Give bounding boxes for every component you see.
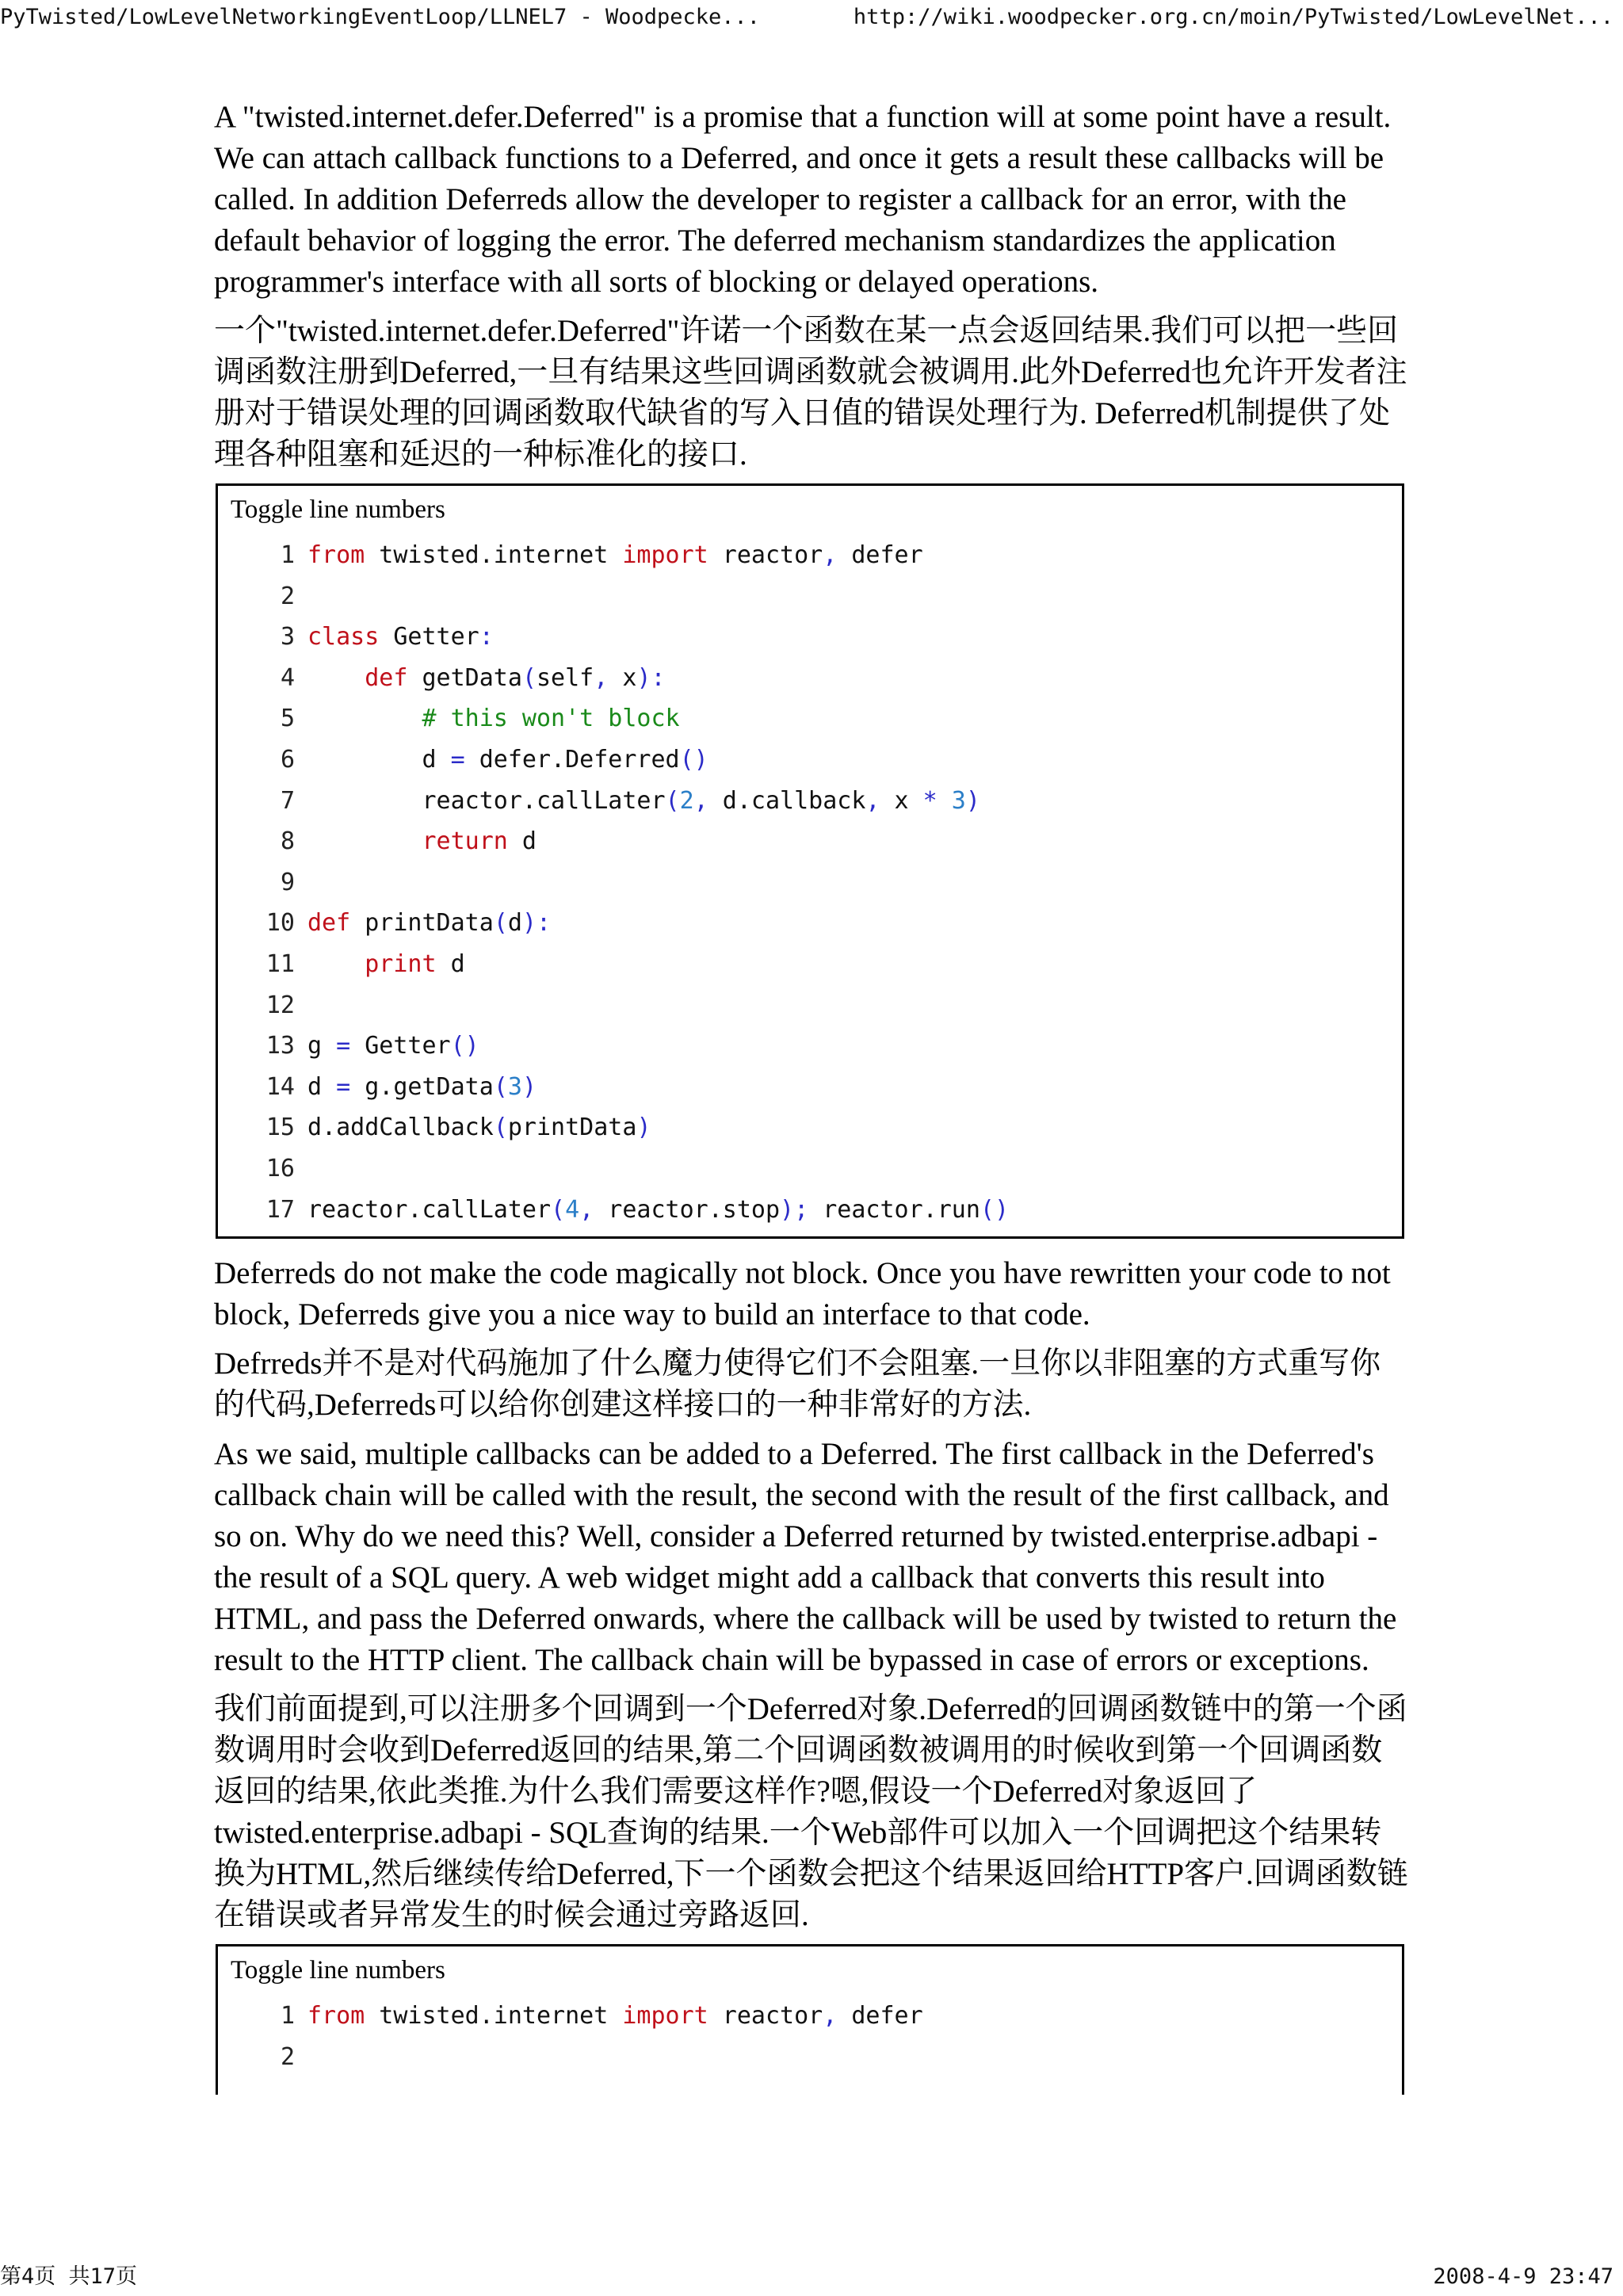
code-token	[307, 664, 365, 692]
code-line	[218, 576, 1402, 617]
code-token: d	[507, 827, 537, 856]
code-block-second	[216, 1944, 1404, 2095]
paragraph-deferred-intro-en: A "twisted.internet.defer.Deferred" is a promise that a function will at some point have a result. We can attach callback functions to a Deferred, and once it gets a result these callbacks will be called. In addition Deferreds allow the developer to register a callback for an error, with the default behavior of logging the error. The deferred mechanism standardizes the application programmer's interface with all sorts of blocking or delayed operations.	[214, 100, 1392, 299]
code-token: =	[336, 1072, 351, 1101]
code-token: reactor.run	[808, 1195, 980, 1224]
code-line	[218, 1107, 1402, 1148]
code-token: defer	[837, 541, 923, 569]
paragraph-callback-chain-en: As we said, multiple callbacks can be added to a Deferred. The first callback in the Deferred's callback chain will be called with the result, the second with the result of the first callback, and so on. Why do we need this? Well, consider a Deferred returned by twisted.enterprise.adbapi - the result of a SQL query. A web widget might add a callback that converts this result into HTML, and pass the Deferred onwards, where the callback will be used by twisted to return the result to the HTTP client. The callback chain will be bypassed in case of errors or exceptions.	[214, 1437, 1397, 1678]
code-line	[218, 658, 1402, 699]
code-token: printData	[507, 1114, 637, 1142]
code-token: import	[622, 541, 708, 569]
code-line	[218, 1067, 1402, 1108]
code-line	[218, 617, 1402, 658]
code-token: )	[636, 1114, 651, 1142]
code-token: *	[922, 786, 938, 815]
code-token: x	[608, 663, 637, 692]
code-token: reactor	[708, 541, 823, 569]
code-lines	[218, 535, 1402, 1230]
code-token: (	[665, 786, 680, 815]
code-token: reactor.callLater	[307, 1195, 552, 1224]
code-line	[218, 535, 1402, 576]
code-token: d	[307, 745, 451, 774]
code-token: (	[493, 909, 508, 938]
paragraph-not-block-en: Deferreds do not make the code magically not block. Once you have rewritten your code to not block, Deferreds give you a nice way to build an interface to that code.	[214, 1256, 1391, 1332]
code-token: reactor.callLater	[307, 786, 666, 815]
code-token: twisted.internet	[365, 2002, 623, 2030]
code-token: ,	[865, 786, 880, 815]
code-token: ,	[693, 786, 708, 815]
code-token: d.callback	[708, 786, 866, 815]
code-token: from	[307, 2002, 365, 2030]
code-token: d.addCallback	[307, 1114, 494, 1142]
code-token: d	[436, 949, 465, 978]
code-line	[218, 944, 1402, 985]
code-token: d	[307, 1072, 337, 1101]
code-token: x	[880, 786, 923, 815]
code-line	[218, 2037, 1402, 2078]
toggle-line-numbers-link[interactable]: Toggle line numbers	[231, 1956, 445, 1985]
line-number: 2	[280, 582, 295, 610]
code-token: defer.Deferred	[464, 745, 680, 774]
code-token: Getter	[379, 623, 479, 651]
paragraph-deferred-intro-zh: 一个"twisted.internet.defer.Deferred"许诺一个函数在某一点会返回结果.我们可以把一些回调函数注册到Deferred,一旦有结果这些回调函数就会被调用.此外Deferred也允许开发者注册对于错误处理的回调函数取代缺省的写入日值的错误处理行为. Deferred机制提供了处理各种阻塞和延迟的一种标准化的接口.	[214, 314, 1407, 472]
code-line	[218, 698, 1402, 739]
code-token: ):	[521, 909, 552, 938]
code-line	[218, 985, 1402, 1026]
code-token: class	[307, 623, 380, 651]
code-token: Getter	[350, 1032, 451, 1060]
line-number: 11	[265, 949, 295, 978]
code-token: getData	[407, 663, 522, 692]
code-token	[307, 827, 422, 855]
code-line	[218, 1996, 1402, 2037]
line-number: 3	[280, 623, 295, 651]
code-line	[218, 903, 1402, 944]
code-line	[218, 862, 1402, 904]
code-token: ()	[679, 745, 708, 774]
code-token: # this won't block	[422, 705, 680, 733]
code-line	[218, 781, 1402, 822]
line-number: 10	[265, 909, 295, 938]
line-number: 1	[280, 2002, 295, 2030]
code-line	[218, 1148, 1402, 1190]
line-number: 1	[280, 541, 295, 569]
code-token: reactor.stop	[594, 1195, 781, 1224]
code-token: (	[493, 1114, 508, 1142]
line-number: 13	[265, 1032, 295, 1060]
code-line	[218, 739, 1402, 781]
code-token: printData	[350, 909, 494, 938]
code-token: reactor	[708, 2002, 823, 2030]
code-lines	[218, 1996, 1402, 2077]
code-line	[218, 1190, 1402, 1231]
line-number: 12	[265, 991, 295, 1019]
code-token: (	[551, 1195, 566, 1224]
code-token	[307, 950, 365, 978]
code-token: ,	[823, 541, 838, 569]
code-token: ):	[636, 663, 666, 692]
code-token: print	[365, 949, 437, 978]
code-token: ,	[594, 663, 609, 692]
code-token: d	[507, 909, 522, 938]
code-token: 3	[507, 1072, 522, 1101]
code-token: ()	[980, 1195, 1010, 1224]
code-token: ,	[823, 2002, 838, 2030]
code-token: =	[336, 1032, 351, 1060]
print-header	[0, 2, 1623, 33]
paragraph-callback-chain-zh: 我们前面提到,可以注册多个回调到一个Deferred对象.Deferred的回调函数链中的第一个函数调用时会收到Deferred返回的结果,第二个回调函数被调用的时候收到第一个回调函数返回的结果,依此类推.为什么我们需要这样作?嗯,假设一个Deferred对象返回了twisted.enterprise.adbapi - SQL查询的结果.一个Web部件可以加入一个回调把这个结果转换为HTML,然后继续传给Deferred,下一个函数会把这个结果返回给HTTP客户.回调函数链在错误或者异常发生的时候会通过旁路返回.	[214, 1692, 1408, 1933]
print-footer	[0, 2261, 1623, 2293]
paragraph-not-block-zh: Defrreds并不是对代码施加了什么魔力使得它们不会阻塞.一旦你以非阻塞的方式重写你的代码,Deferreds可以给你创建这样接口的一种非常好的方法.	[214, 1347, 1381, 1423]
code-token: (	[521, 663, 537, 692]
code-token: 2	[679, 786, 694, 815]
article-content	[214, 97, 1411, 2095]
page-title: PyTwisted/LowLevelNetworkingEventLoop/LLNEL7 - Woodpecke...	[0, 5, 761, 29]
line-number: 7	[280, 786, 295, 815]
print-datetime: 2008-4-9 23:47	[1433, 2264, 1613, 2289]
code-token: def	[365, 663, 408, 692]
code-token: ()	[450, 1032, 479, 1060]
code-token: import	[622, 2002, 708, 2030]
line-number: 5	[280, 705, 295, 733]
code-token: def	[307, 909, 351, 938]
code-line	[218, 821, 1402, 862]
line-number: 2	[280, 2042, 295, 2071]
line-number: 8	[280, 827, 295, 856]
line-number: 4	[280, 663, 295, 692]
code-token: twisted.internet	[365, 541, 623, 569]
code-token: ,	[579, 1195, 594, 1224]
code-token: g.getData	[350, 1072, 494, 1101]
code-line	[218, 1026, 1402, 1067]
page-url: http://wiki.woodpecker.org.cn/moin/PyTwisted/LowLevelNet...	[853, 5, 1613, 29]
line-number: 6	[280, 745, 295, 774]
line-number: 15	[265, 1114, 295, 1142]
line-number: 14	[265, 1072, 295, 1101]
code-token	[938, 787, 952, 815]
code-token: );	[780, 1195, 809, 1224]
code-token: self	[537, 663, 594, 692]
code-token: defer	[837, 2002, 923, 2030]
code-token: :	[479, 623, 494, 651]
code-token: g	[307, 1032, 337, 1060]
code-token: return	[422, 827, 508, 856]
line-number: 17	[265, 1195, 295, 1224]
code-block-getter	[216, 483, 1404, 1239]
line-number: 9	[280, 868, 295, 896]
code-token: )	[521, 1072, 537, 1101]
code-token: (	[493, 1072, 508, 1101]
page-number: 第4页 共17页	[0, 2264, 138, 2289]
code-token: =	[450, 745, 465, 774]
code-token: )	[965, 786, 980, 815]
line-number: 16	[265, 1154, 295, 1182]
code-token: 4	[565, 1195, 580, 1224]
code-token	[307, 705, 422, 732]
code-token: from	[307, 541, 365, 569]
code-token: 3	[951, 786, 966, 815]
toggle-line-numbers-link[interactable]: Toggle line numbers	[231, 495, 445, 524]
